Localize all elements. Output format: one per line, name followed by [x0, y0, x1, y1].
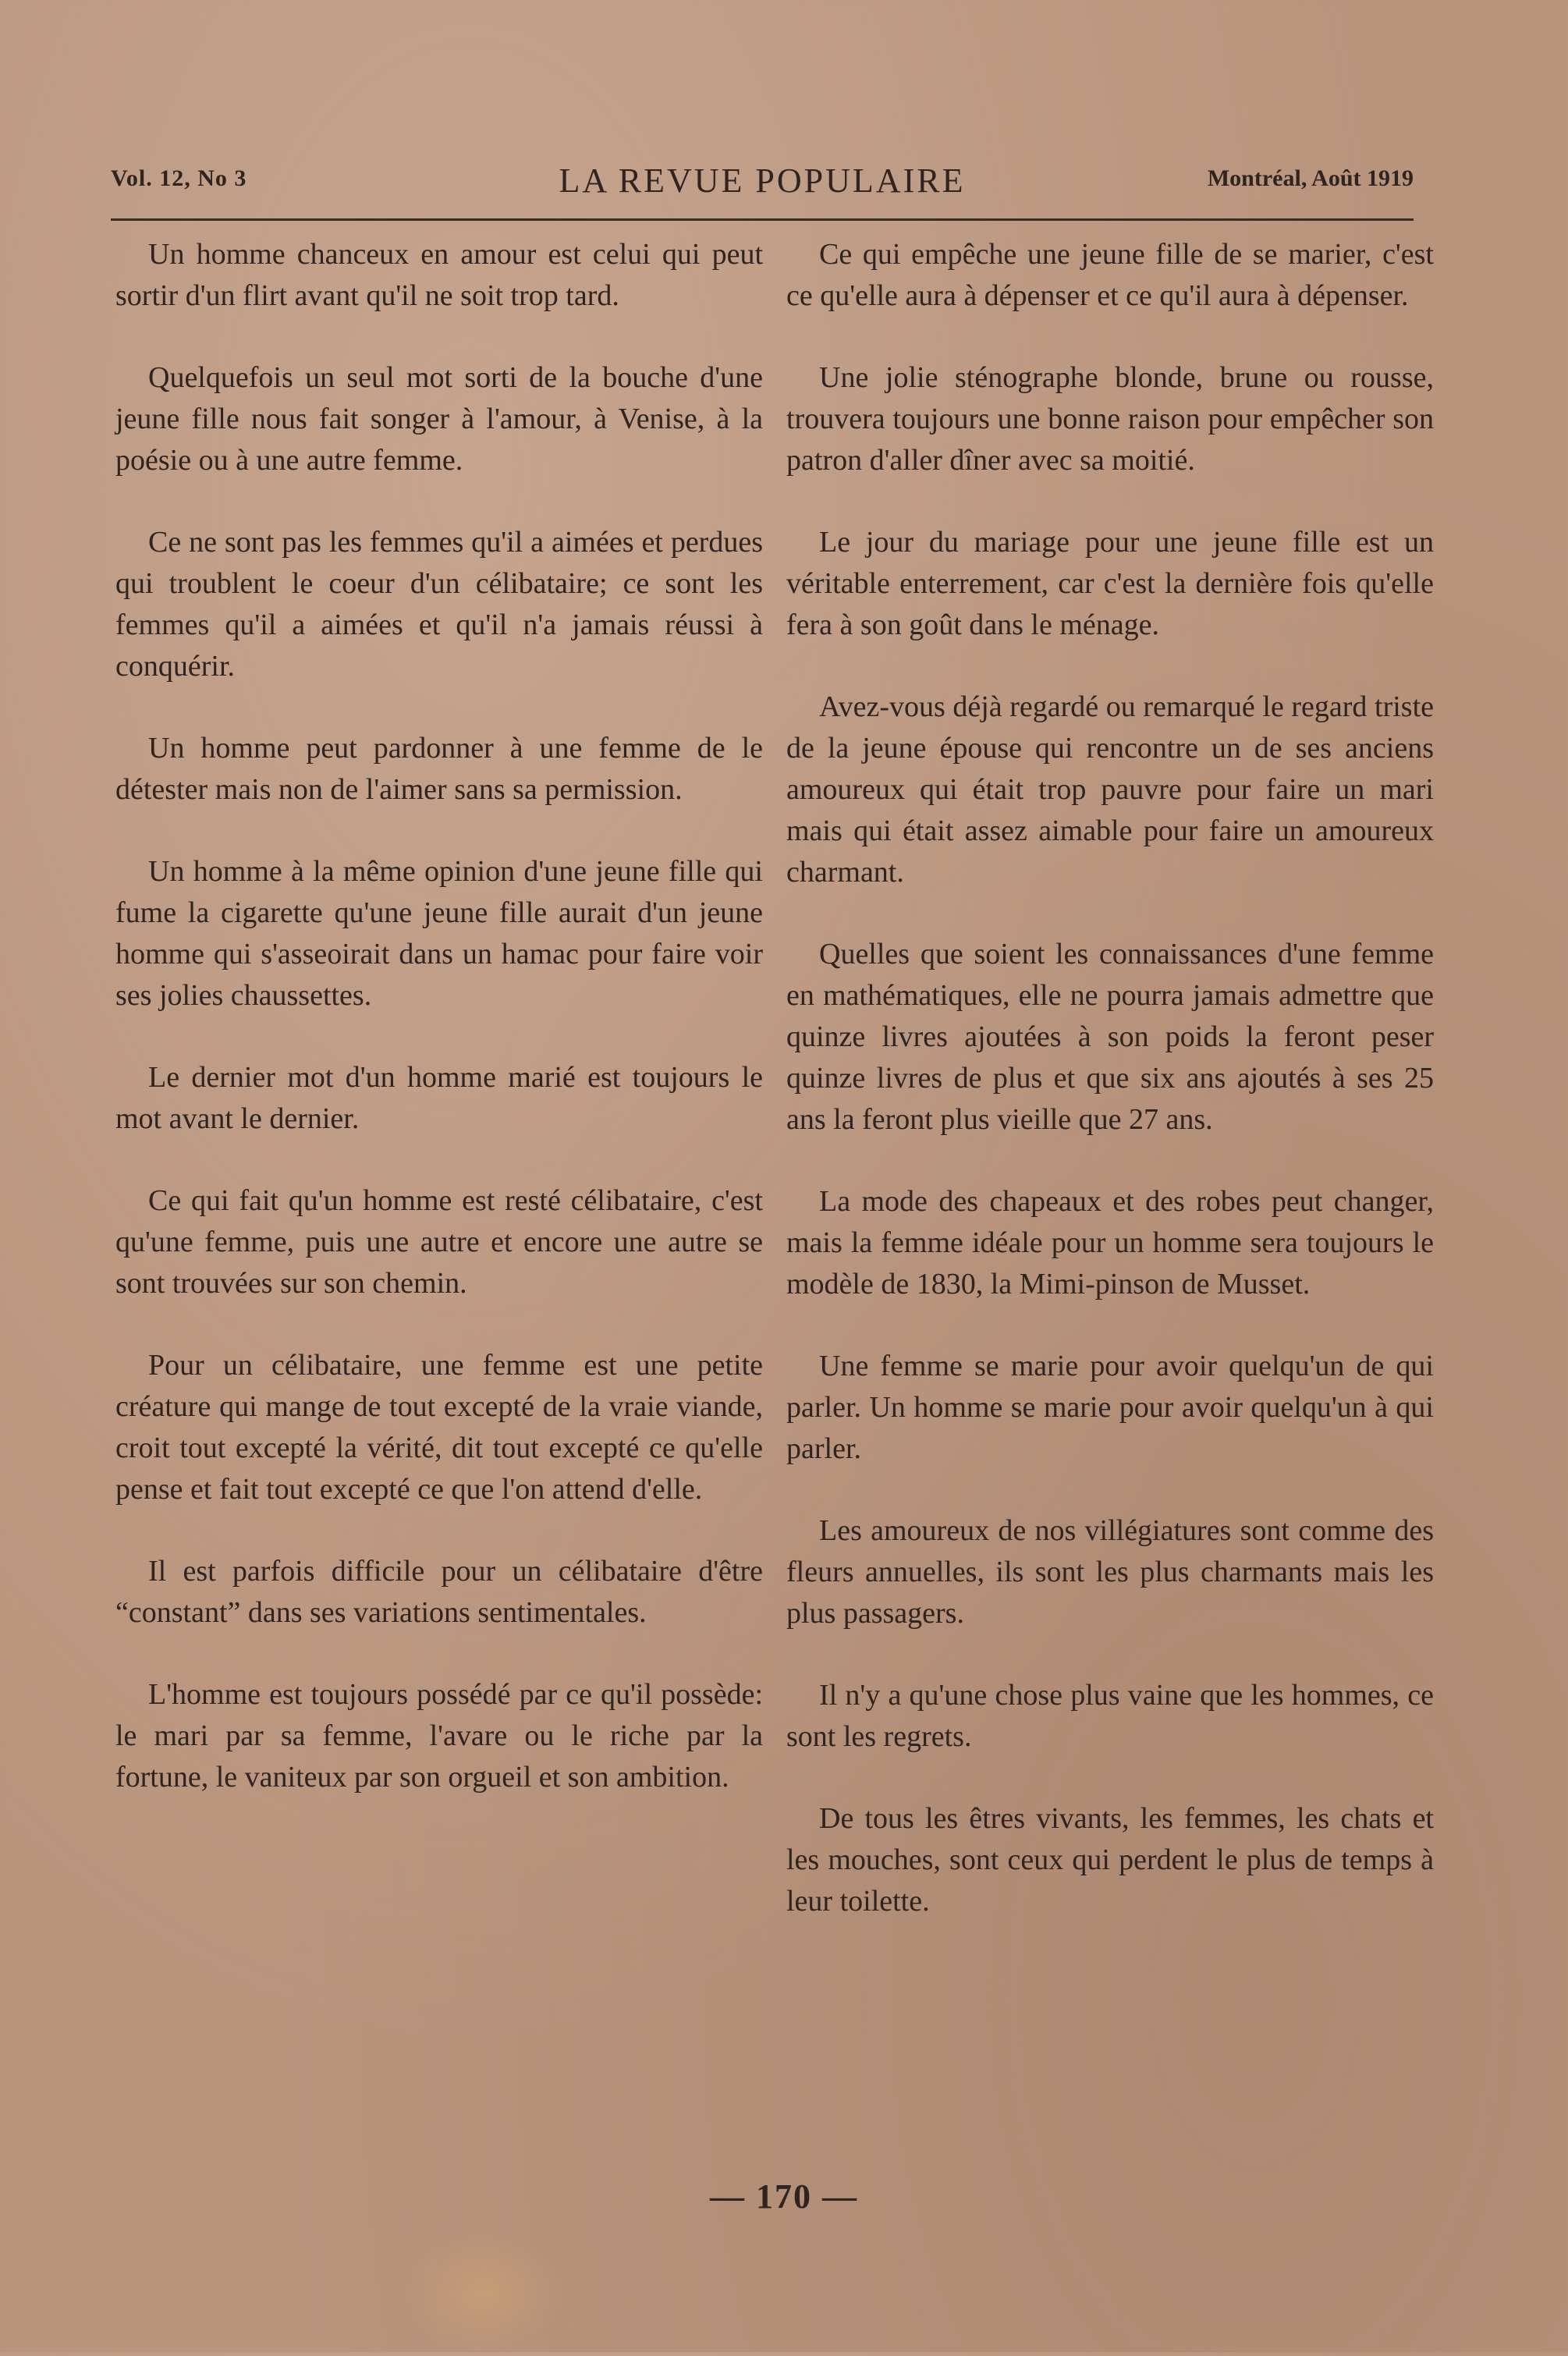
paragraph: Il est parfois difficile pour un célibataire d'être “constant” dans ses variations sentimentales. [115, 1555, 763, 1629]
paragraph: Un homme à la même opinion d'une jeune fille qui fume la cigarette qu'une jeune fille aurait d'un jeune homme qui s'asseoirait dans un hamac pour faire voir ses jolies chaussettes. [115, 855, 763, 1012]
header-rule [111, 218, 1414, 221]
paragraph: Quelles que soient les connaissances d'une femme en mathématiques, elle ne pourra jamais admettre que quinze livres ajoutées à son poids la feront peser quinze livres de plus et que six ans ajoutés à ses 25 ans la feront plus vieille que 27 ans. [786, 938, 1434, 1136]
paragraph: Quelquefois un seul mot sorti de la bouche d'une jeune fille nous fait songer à l'amour, à Venise, à la poésie ou à une autre femme. [115, 361, 763, 477]
paragraph: Le dernier mot d'un homme marié est toujours le mot avant le dernier. [115, 1061, 763, 1135]
paragraph: Ce qui fait qu'un homme est resté célibataire, c'est qu'une femme, puis une autre et encore une autre se sont trouvées sur son chemin. [115, 1184, 763, 1300]
paper-stain [406, 2231, 562, 2356]
paragraph: Un homme peut pardonner à une femme de le détester mais non de l'aimer sans sa permission. [115, 732, 763, 806]
paragraph: Il n'y a qu'une chose plus vaine que les hommes, ce sont les regrets. [786, 1679, 1434, 1753]
paragraph: Le jour du mariage pour une jeune fille est un véritable enterrement, car c'est la dernière fois qu'elle fera à son goût dans le ménage. [786, 526, 1434, 641]
paragraph: Avez-vous déjà regardé ou remarqué le regard triste de la jeune épouse qui rencontre un de ses anciens amoureux qui était trop pauvre pour faire un mari mais qui était assez aimable pour faire un amoureux charmant. [786, 690, 1434, 889]
paragraph: Une jolie sténographe blonde, brune ou rousse, trouvera toujours une bonne raison pour empêcher son patron d'aller dîner avec sa moitié. [786, 361, 1434, 477]
paragraph: Une femme se marie pour avoir quelqu'un de qui parler. Un homme se marie pour avoir quelqu'un à qui parler. [786, 1350, 1434, 1465]
paragraph: Ce ne sont pas les femmes qu'il a aimées et perdues qui troublent le coeur d'un célibataire; ce sont les femmes qu'il a aimées et qu'il n'a jamais réussi à conquérir. [115, 526, 763, 683]
issue-place-date: Montréal, Août 1919 [1207, 165, 1414, 191]
paragraph: De tous les êtres vivants, les femmes, les chats et les mouches, sont ceux qui perdent le plus de temps à leur toilette. [786, 1802, 1434, 1918]
page-header [111, 161, 1414, 208]
publication-title: LA REVUE POPULAIRE [559, 161, 966, 200]
paragraph: La mode des chapeaux et des robes peut changer, mais la femme idéale pour un homme sera toujours le modèle de 1830, la Mimi-pinson de Musset. [786, 1185, 1434, 1300]
paragraph: Pour un célibataire, une femme est une petite créature qui mange de tout excepté de la vraie viande, croit tout excepté la vérité, dit tout excepté ce qu'elle pense et fait tout excepté ce que l'on attend d'elle. [115, 1349, 763, 1506]
left-column [115, 234, 763, 1839]
page-number: — 170 — [710, 2177, 858, 2216]
paragraph: Les amoureux de nos villégiatures sont comme des fleurs annuelles, ils sont les plus charmants mais les plus passagers. [786, 1514, 1434, 1630]
right-column [786, 234, 1434, 1963]
paragraph: Un homme chanceux en amour est celui qui peut sortir d'un flirt avant qu'il ne soit trop tard. [115, 238, 763, 312]
issue-volume: Vol. 12, No 3 [111, 165, 247, 191]
paragraph: L'homme est toujours possédé par ce qu'il possède: le mari par sa femme, l'avare ou le riche par la fortune, le vaniteux par son orgueil et son ambition. [115, 1678, 763, 1794]
paragraph: Ce qui empêche une jeune fille de se marier, c'est ce qu'elle aura à dépenser et ce qu'il aura à dépenser. [786, 238, 1434, 312]
